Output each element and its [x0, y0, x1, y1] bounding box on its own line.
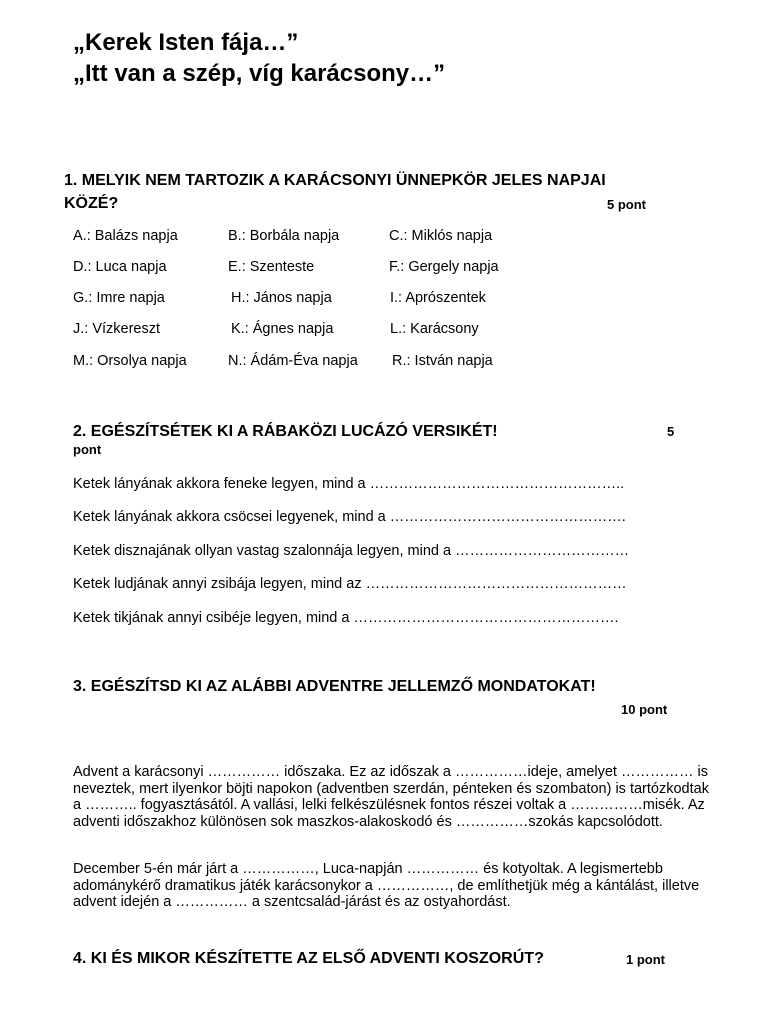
q2-line-1: Ketek lányának akkora feneke legyen, mind a …………………………………………….. — [73, 476, 625, 492]
q3-points: 10 pont — [621, 702, 668, 717]
q1-heading-line-1: 1. MELYIK NEM TARTOZIK A KARÁCSONYI ÜNNEPKÖR JELES NAPJAI — [64, 172, 606, 189]
option-r: R.: István napja — [392, 353, 493, 369]
q2-heading: 2. EGÉSZÍTSÉTEK KI A RÁBAKÖZI LUCÁZÓ VERSIKÉT! — [73, 423, 498, 440]
q2-points-word: pont — [73, 442, 102, 457]
option-m: M.: Orsolya napja — [73, 353, 187, 369]
q2-points-number: 5 — [667, 424, 675, 439]
option-l: L.: Karácsony — [390, 321, 479, 337]
option-h: H.: János napja — [231, 290, 332, 306]
option-n: N.: Ádám-Éva napja — [228, 353, 358, 369]
q4-heading: 4. KI ÉS MIKOR KÉSZÍTETTE AZ ELSŐ ADVENTI KOSZORÚT? — [73, 950, 544, 967]
option-f: F.: Gergely napja — [389, 259, 499, 275]
option-j: J.: Vízkereszt — [73, 321, 161, 337]
q3-paragraph-2: December 5-én már járt a ……………, Luca-napján …………… és kotyoltak. A legismertebb adománykérő dramatikus játék karácsonykor a ……………, de említhetjük még a kántálást, illetve advent idején a …………… a szentcsalád-járást és az ostyahordást. — [73, 861, 700, 910]
option-b: B.: Borbála napja — [228, 228, 340, 244]
q3-paragraph-1: Advent a karácsonyi …………… időszaka. Ez az időszak a ……………ideje, amelyet …………… is neveztek, mert ilyenkor böjti napokon (adventben szerdán, pénteken és szombaton) is tartózkodtak a ……….. fogyasztásától. A vallási, lelki felkészülésnek fontos részei voltak a ……………misék. Az adventi időszakhoz különösen sok maszkos-alakoskodó és ……………szokás kapcsolódott. — [73, 764, 709, 830]
q2-line-4: Ketek ludjának annyi zsibája legyen, mind az ……………………………………………… — [73, 576, 627, 592]
q1-points: 5 pont — [607, 197, 646, 212]
q2-line-5: Ketek tikjának annyi csibéje legyen, mind a ………………………………………………. — [73, 610, 619, 626]
title-line-1: „Kerek Isten fája…” — [73, 29, 299, 56]
q1-heading-line-2: KÖZÉ? — [64, 195, 119, 212]
option-c: C.: Miklós napja — [389, 228, 493, 244]
q4-points: 1 pont — [626, 952, 665, 967]
option-i: I.: Aprószentek — [390, 290, 486, 306]
q2-line-2: Ketek lányának akkora csöcsei legyenek, mind a …………………………………………. — [73, 509, 626, 525]
q3-heading: 3. EGÉSZÍTSD KI AZ ALÁBBI ADVENTRE JELLEMZŐ MONDATOKAT! — [73, 678, 596, 695]
option-a: A.: Balázs napja — [73, 228, 178, 244]
option-e: E.: Szenteste — [228, 259, 315, 275]
option-d: D.: Luca napja — [73, 259, 167, 275]
q2-line-3: Ketek disznajának ollyan vastag szalonnája legyen, mind a ……………………………… — [73, 543, 630, 559]
option-g: G.: Imre napja — [73, 290, 165, 306]
title-line-2: „Itt van a szép, víg karácsony…” — [73, 60, 446, 87]
option-k: K.: Ágnes napja — [231, 321, 334, 337]
